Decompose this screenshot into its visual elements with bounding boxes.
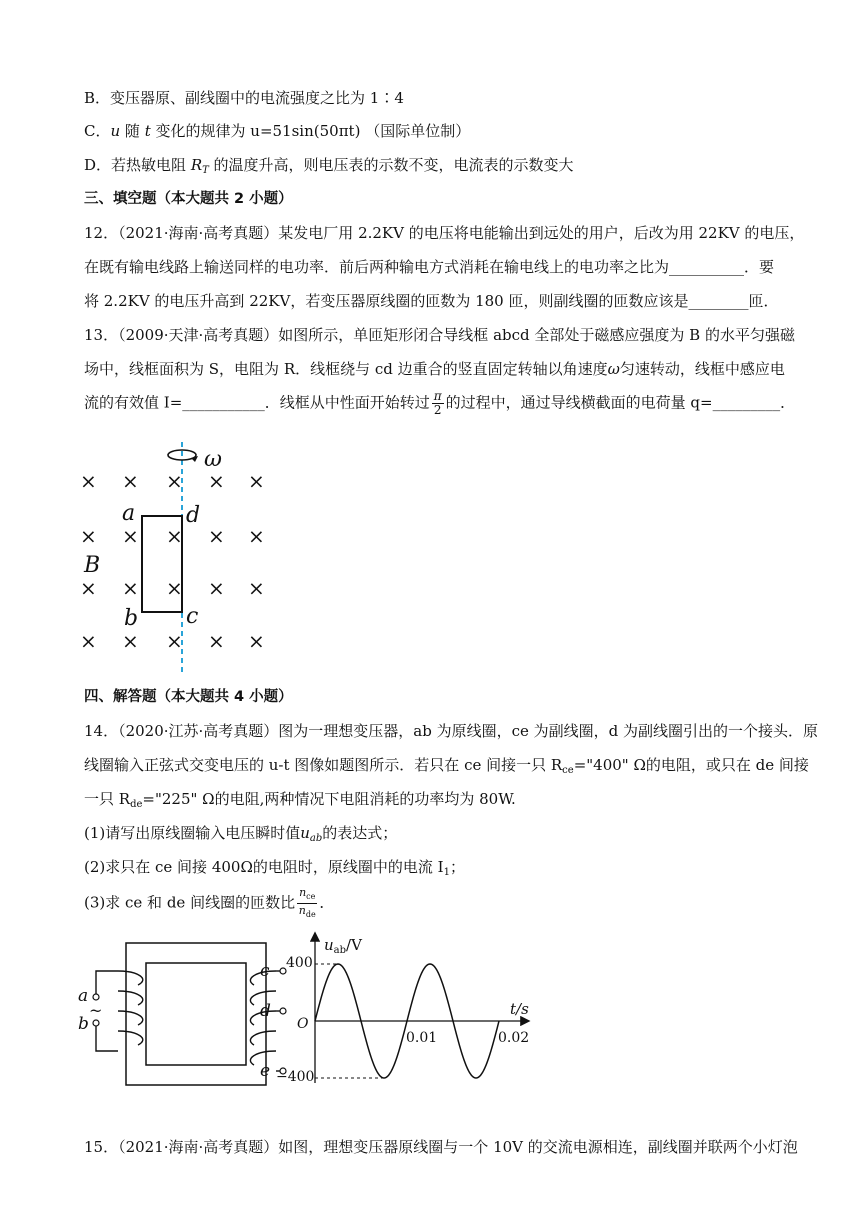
q14-part-2: (2)求只在 ce 间接 400Ω的电阻时，原线圈中的电流 $I_1$；: [84, 858, 465, 878]
origin-label: O: [297, 1016, 309, 1032]
q14-part-3: (3)求 ce 和 de 间线圈的匝数比 $\frac{n_{ce}}{n_{de}}$ ．: [84, 886, 335, 920]
cross: ×: [248, 576, 265, 600]
q13-line-1: 13．（2009·天津·高考真题）如图所示，单匝矩形闭合导线框 abcd 全部处于磁感应强度为 B 的水平匀强磁: [84, 326, 795, 344]
cross: ×: [122, 629, 139, 653]
x-tick-2: 0.02: [498, 1030, 530, 1046]
cross: ×: [248, 629, 265, 653]
cross: ×: [80, 469, 97, 493]
iron-core-inner: [146, 963, 246, 1065]
omega-label: ω: [204, 447, 222, 472]
label-c: c: [260, 961, 270, 981]
x-tick-1: 0.01: [406, 1030, 438, 1046]
label-b: b: [78, 1014, 89, 1034]
cross: ×: [208, 629, 225, 653]
q14-part-1: (1)请写出原线圈输入电压瞬时值$u_{ab}$的表达式；: [84, 824, 398, 844]
cross: ×: [208, 524, 225, 548]
turns-ratio-fraction: $\frac{n_{ce}}{n_{de}}$: [298, 886, 316, 920]
u-t-chart: [276, 928, 538, 1088]
cross: ×: [208, 469, 225, 493]
q12-line-3: 将 2.2KV 的电压升高到 22KV，若变压器原线圈的匝数为 180 匝，则副线圈的匝数应该是________匝．: [84, 292, 779, 310]
terminal-d: [280, 1008, 286, 1014]
option-b: B．变压器原、副线圈中的电流强度之比为 1∶4: [84, 89, 404, 107]
cross: ×: [248, 524, 265, 548]
cross: ×: [80, 524, 97, 548]
cross: ×: [166, 524, 183, 548]
q14-line-2: 线圈输入正弦式交变电压的 u-t 图像如题图所示．若只在 ce 间接一只 $R_{ce}="400$" Ω的电阻，或只在 de 间接: [84, 756, 809, 776]
option-d: D．若热敏电阻 $R_T$ 的温度升高，则电压表的示数不变，电流表的示数变大: [84, 156, 574, 176]
iron-core-outer: [126, 943, 266, 1085]
cross: ×: [122, 469, 139, 493]
label-b: b: [124, 606, 139, 631]
cross: ×: [208, 576, 225, 600]
cross: ×: [166, 629, 183, 653]
label-e: e: [260, 1061, 271, 1081]
q14-line-1: 14．（2020·江苏·高考真题）图为一理想变压器，ab 为原线圈，ce 为副线圈，d 为副线圈引出的一个接头．原: [84, 722, 819, 740]
q13-loop-figure: [70, 440, 290, 675]
y-tick-max: 400: [286, 955, 313, 971]
section-3-title: 三、填空题（本大题共 2 小题）: [84, 191, 293, 207]
label-a: a: [122, 501, 136, 526]
cross: ×: [122, 524, 139, 548]
q12-line-1: 12．（2021·海南·高考真题）某发电厂用 2.2KV 的电压将电能输出到远处的用户，后改为用 22KV 的电压，: [84, 224, 805, 242]
y-axis-label: $u_{ab}/V$: [324, 936, 362, 956]
x-axis-label: t/s: [510, 1000, 529, 1018]
terminal-b: [93, 1020, 99, 1026]
label-d: d: [260, 1001, 271, 1021]
label-c: c: [186, 604, 199, 629]
ac-source-tilde: ~: [89, 1001, 103, 1020]
transformer-figure: [76, 935, 286, 1087]
pi-over-2-fraction: $\frac{\pi}{2}$: [433, 389, 442, 417]
cross: ×: [248, 469, 265, 493]
label-d: d: [186, 503, 201, 528]
cross: ×: [166, 576, 183, 600]
primary-coil: [96, 971, 143, 1051]
cross: ×: [80, 576, 97, 600]
q14-line-3: 一只 $R_{de}="225$" Ω的电阻,两种情况下电阻消耗的功率均为 80W.: [84, 790, 516, 810]
q12-line-2: 在既有输电线路上输送同样的电功率．前后两种输电方式消耗在输电线上的电功率之比为__________．要: [84, 258, 775, 276]
q13-line-3: 流的有效值 I=___________．线框从中性面开始转过 $\frac{\pi}{2}$ 的过程中，通过导线横截面的电荷量 q=_________．: [84, 389, 796, 417]
formula: u=51sin(50πt): [250, 122, 361, 140]
q13-line-2: 场中，线框面积为 S，电阻为 R．线框绕与 cd 边重合的竖直固定转轴以角速度ω匀速转动，线框中感应电: [84, 360, 785, 378]
label-a: a: [78, 986, 89, 1006]
option-c: C．u 随 t 变化的规律为 u=51sin(50πt) （国际单位制）: [84, 122, 471, 140]
cross: ×: [80, 629, 97, 653]
section-4-title: 四、解答题（本大题共 4 小题）: [84, 689, 293, 705]
q15-line-1: 15．（2021·海南·高考真题）如图，理想变压器原线圈与一个 10V 的交流电源相连，副线圈并联两个小灯泡: [84, 1138, 798, 1156]
cross: ×: [122, 576, 139, 600]
terminal-a: [93, 994, 99, 1000]
cross: ×: [166, 469, 183, 493]
label-B: B: [84, 553, 101, 578]
y-tick-min: −400: [276, 1069, 315, 1085]
